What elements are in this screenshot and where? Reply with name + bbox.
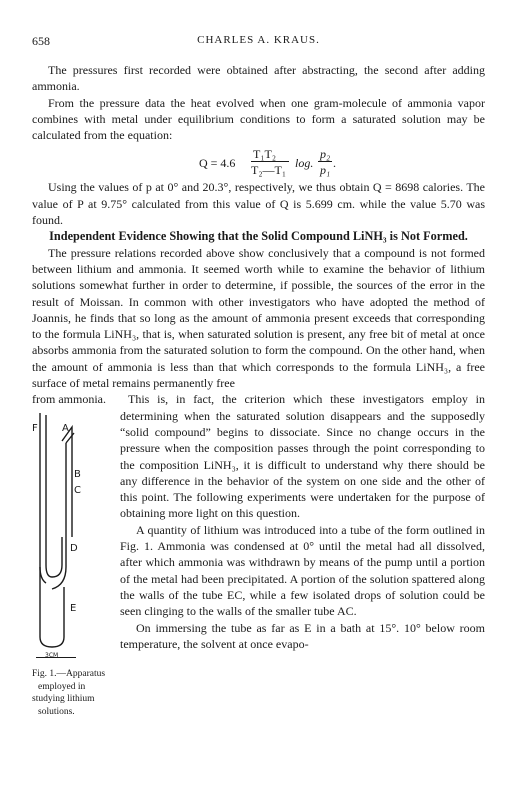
paragraph-3: Using the values of p at 0° and 20.3°, respectively, we thus obtain Q = 8698 calories. The value of P at 9.75° calculated from this value of Q is 5.699 cm. while the value 5.70 was found. <box>32 180 485 228</box>
tube-left <box>40 443 46 583</box>
paragraph-4-right: This is, in fact, the criterion which these investigators employ in determining when the saturated solution disappears and the supposedly “solid compound” begins to dissociate. Since no change occurs in the pressure when the composition passes through the point corresponding to the composition LiNH₃, it is difficult to understand why there should be any difference in the behavior of the system on one side and the other of this point. The following experiments were undertaken for the purpose of obtaining more light on this question. <box>120 392 485 521</box>
label-d: D <box>70 543 78 555</box>
running-header <box>32 34 485 50</box>
tube-lower <box>46 537 62 577</box>
figure-1 <box>32 407 118 722</box>
paragraph-1: The pressures first recorded were obtained after abstracting, the second after adding ammonia. <box>32 63 485 94</box>
caption-line: studying lithium <box>32 694 95 705</box>
label-a: A <box>62 423 69 435</box>
eq-num: T₁T₂ <box>253 147 277 162</box>
eq-den: T₂—T₁ <box>251 163 287 178</box>
paragraph-6: On immersing the tube as far as E in a bath at 15°. 10° below room temperature, the solvent at once evapo- <box>120 620 485 651</box>
section-heading: Independent Evidence Showing that the Solid Compound LiNH₃ is Not Formed. <box>49 229 468 244</box>
paragraph-2: From the pressure data the heat evolved when one gram-molecule of ammonia vapor combines with metal under equilibrium conditions to form a saturated solution may be calculated from the equation: <box>32 95 485 143</box>
caption-line: solutions. <box>38 706 75 717</box>
label-c: C <box>74 485 81 497</box>
equation <box>32 145 485 179</box>
label-b: B <box>74 469 81 481</box>
figure-row <box>32 391 485 717</box>
small-tube-outer <box>62 427 72 537</box>
page-number: 658 <box>32 34 50 48</box>
eq-pden: p₁ <box>320 163 331 178</box>
caption-line: Fig. 1.—Apparatus <box>32 669 106 680</box>
label-e: E <box>70 603 77 615</box>
figure-caption <box>32 668 116 718</box>
paragraph-5: A quantity of lithium was introduced into a tube of the form outlined in Fig. 1. Ammonia was condensed at 0° until the metal had all dissolved, after which ammonia was withdrawn by means of the pump until a portion of the metal had been precipitated. A portion of the solution spattered along the walls of the tube EC, while a few isolated drops of solution could be seen clinging to the walls of the smaller tube AC. <box>120 522 485 619</box>
eq-end: . <box>333 156 336 171</box>
apparatus-diagram <box>32 407 118 657</box>
equation-body <box>199 145 336 179</box>
paragraph-4-tail: from ammonia. <box>32 392 106 407</box>
right-column <box>120 391 485 652</box>
tube-bottom <box>40 567 64 647</box>
eq-pnum: p₂ <box>320 147 331 162</box>
body-text <box>32 62 485 717</box>
caption-line: employed in <box>38 681 86 692</box>
eq-lhs: Q = 4.6 <box>199 156 236 171</box>
running-head: CHARLES A. KRAUS. <box>197 34 320 46</box>
scale-label: 3CM <box>45 652 59 660</box>
eq-log: log. <box>295 156 314 171</box>
label-f: F <box>32 423 38 435</box>
paragraph-4: The pressure relations recorded above show conclusively that a compound is not formed between lithium and ammonia. It seemed worth while to examine the behavior of lithium solutions somewhat further in order to determine, if possible, the sources of the error in the result of Moissan. In common with other investigators who have adopted the method of Joannis, he finds that so long as the amount of ammonia present exceeds that corresponding to the formula LiNH₃, that is, when saturated solution is present, any free bit of metal at once absorbs ammonia from the saturated solution to form the compound. On the other hand, when the amount of ammonia is less than that which corresponds to the formula LiNH₃, a free surface of metal remains permanently free <box>32 245 485 391</box>
